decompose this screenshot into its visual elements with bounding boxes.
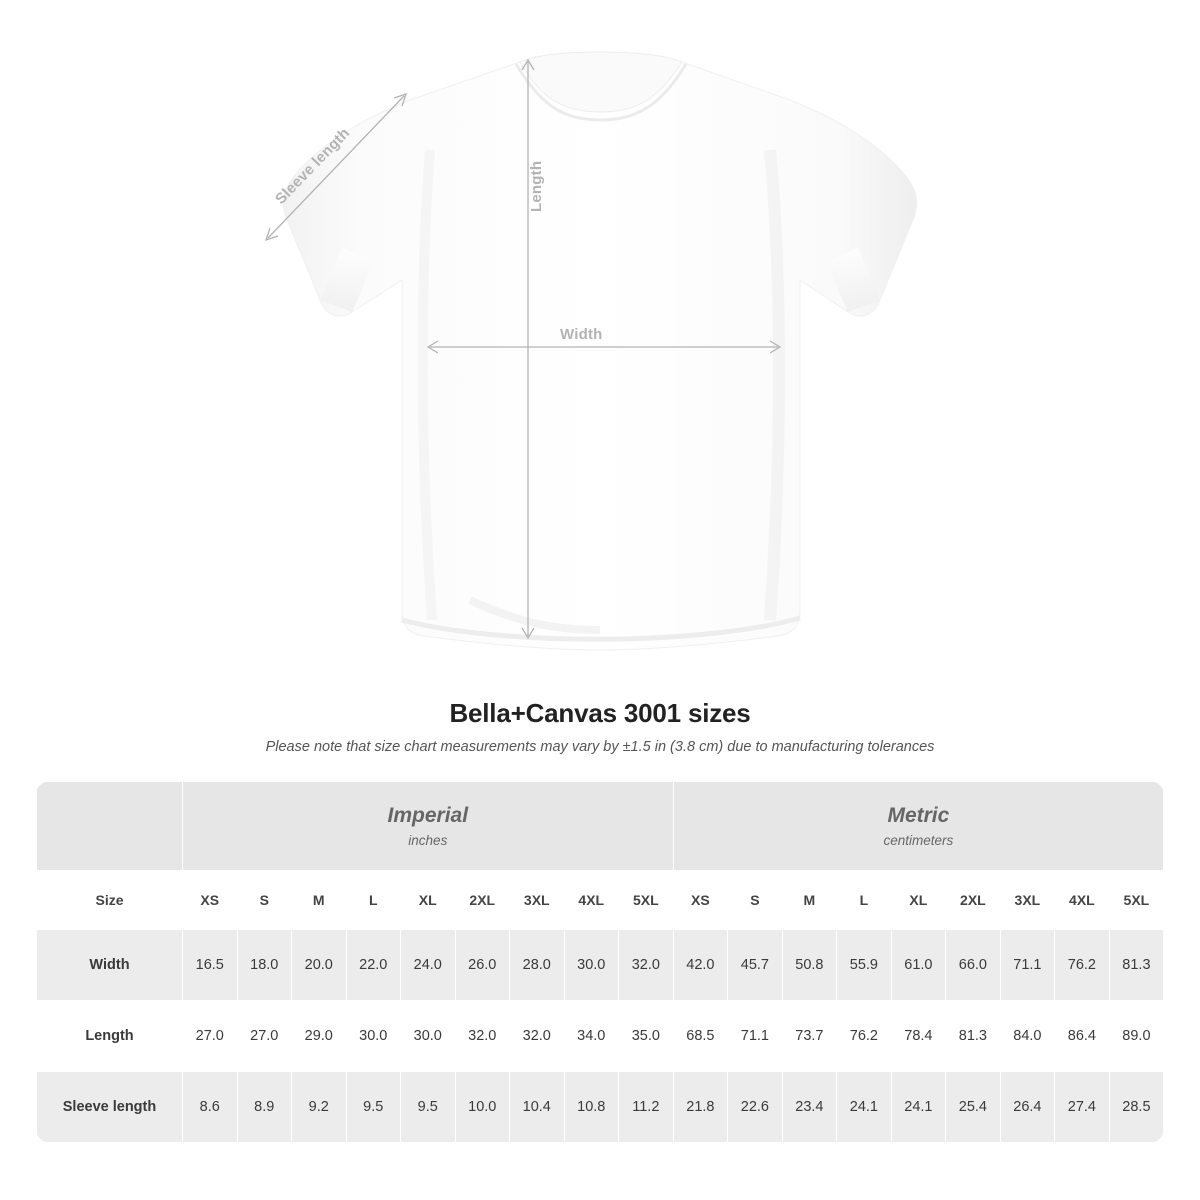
measurement-cell: 32.0 — [619, 930, 674, 1001]
chart-caption — [0, 698, 1200, 755]
measurement-cell: 9.5 — [346, 1072, 401, 1143]
measurement-cell: 45.7 — [728, 930, 783, 1001]
measurement-cell: 76.2 — [837, 1001, 892, 1072]
measurement-cell: 78.4 — [891, 1001, 946, 1072]
measurement-cell: 16.5 — [183, 930, 238, 1001]
measurement-cell: 18.0 — [237, 930, 292, 1001]
measurement-cell: 35.0 — [619, 1001, 674, 1072]
measurement-cell: 73.7 — [782, 1001, 837, 1072]
size-header-cell: 4XL — [1055, 871, 1110, 930]
measurement-cell: 30.0 — [401, 1001, 456, 1072]
unit-system-corner-cell — [37, 782, 183, 871]
measurement-cell: 27.4 — [1055, 1072, 1110, 1143]
unit-system-metric-title: Metric — [887, 804, 950, 828]
unit-system-imperial-unit: inches — [408, 832, 448, 848]
measurement-cell: 9.5 — [401, 1072, 456, 1143]
size-header-cell: XL — [401, 871, 456, 930]
measurement-cell: 21.8 — [673, 1072, 728, 1143]
size-chart-table-wrapper — [36, 781, 1164, 1143]
table-row — [37, 930, 1164, 1001]
measurement-cell: 10.0 — [455, 1072, 510, 1143]
measurement-cell: 25.4 — [946, 1072, 1001, 1143]
measurement-cell: 76.2 — [1055, 930, 1110, 1001]
measurement-cell: 55.9 — [837, 930, 892, 1001]
table-row — [37, 1072, 1164, 1143]
measurement-cell: 27.0 — [237, 1001, 292, 1072]
measurement-cell: 30.0 — [564, 930, 619, 1001]
measurement-cell: 68.5 — [673, 1001, 728, 1072]
measurement-cell: 27.0 — [183, 1001, 238, 1072]
measurement-cell: 61.0 — [891, 930, 946, 1001]
measurement-cell: 22.0 — [346, 930, 401, 1001]
measurement-cell: 86.4 — [1055, 1001, 1110, 1072]
guide-label-length: Length — [528, 160, 545, 212]
size-header-cell: 3XL — [510, 871, 565, 930]
size-header-cell: 2XL — [455, 871, 510, 930]
unit-system-metric — [673, 782, 1164, 871]
measurement-cell: 81.3 — [1109, 930, 1164, 1001]
measurement-cell: 30.0 — [346, 1001, 401, 1072]
measurement-cell: 28.5 — [1109, 1072, 1164, 1143]
size-header-cell: 5XL — [619, 871, 674, 930]
measurement-cell: 20.0 — [292, 930, 347, 1001]
measurement-cell: 23.4 — [782, 1072, 837, 1143]
measurement-cell: 50.8 — [782, 930, 837, 1001]
measurement-cell: 11.2 — [619, 1072, 674, 1143]
size-header-cell: S — [237, 871, 292, 930]
measurement-cell: 8.9 — [237, 1072, 292, 1143]
measurement-cell: 8.6 — [183, 1072, 238, 1143]
unit-system-imperial — [183, 782, 674, 871]
size-header-cell: 2XL — [946, 871, 1001, 930]
measurement-cell: 71.1 — [728, 1001, 783, 1072]
size-header-label: Size — [37, 871, 183, 930]
measurement-cell: 29.0 — [292, 1001, 347, 1072]
measurement-cell: 32.0 — [455, 1001, 510, 1072]
row-label-width: Width — [37, 930, 183, 1001]
measurement-cell: 10.4 — [510, 1072, 565, 1143]
size-header-row — [37, 871, 1164, 930]
table-row — [37, 1001, 1164, 1072]
measurement-cell: 42.0 — [673, 930, 728, 1001]
measurement-cell: 26.4 — [1000, 1072, 1055, 1143]
row-label-length: Length — [37, 1001, 183, 1072]
row-label-sleeve-length: Sleeve length — [37, 1072, 183, 1143]
measurement-cell: 81.3 — [946, 1001, 1001, 1072]
tolerance-note: Please note that size chart measurements may vary by ±1.5 in (3.8 cm) due to manufacturing tolerances — [265, 739, 935, 755]
size-header-cell: XL — [891, 871, 946, 930]
measurement-cell: 26.0 — [455, 930, 510, 1001]
size-header-cell: XS — [673, 871, 728, 930]
size-header-cell: L — [346, 871, 401, 930]
measurement-cell: 89.0 — [1109, 1001, 1164, 1072]
measurement-cell: 24.1 — [837, 1072, 892, 1143]
unit-system-imperial-title: Imperial — [387, 804, 469, 828]
measurement-cell: 24.1 — [891, 1072, 946, 1143]
unit-system-metric-unit: centimeters — [883, 832, 954, 848]
size-header-cell: 4XL — [564, 871, 619, 930]
guide-label-sleeve-length: Sleeve length — [272, 124, 354, 208]
size-header-cell: XS — [183, 871, 238, 930]
size-header-cell: M — [292, 871, 347, 930]
size-header-cell: L — [837, 871, 892, 930]
page-title: Bella+Canvas 3001 sizes — [449, 698, 751, 728]
size-chart-table — [36, 781, 1164, 1143]
size-header-cell: 3XL — [1000, 871, 1055, 930]
measurement-cell: 84.0 — [1000, 1001, 1055, 1072]
unit-system-header-row — [37, 782, 1164, 871]
size-header-cell: M — [782, 871, 837, 930]
size-header-cell: 5XL — [1109, 871, 1164, 930]
measurement-cell: 28.0 — [510, 930, 565, 1001]
measurement-cell: 34.0 — [564, 1001, 619, 1072]
measurement-cell: 71.1 — [1000, 930, 1055, 1001]
size-header-cell: S — [728, 871, 783, 930]
measurement-cell: 10.8 — [564, 1072, 619, 1143]
measurement-cell: 32.0 — [510, 1001, 565, 1072]
measurement-cell: 24.0 — [401, 930, 456, 1001]
measurement-cell: 22.6 — [728, 1072, 783, 1143]
guide-label-width: Width — [560, 326, 603, 343]
measurement-cell: 9.2 — [292, 1072, 347, 1143]
measurement-cell: 66.0 — [946, 930, 1001, 1001]
